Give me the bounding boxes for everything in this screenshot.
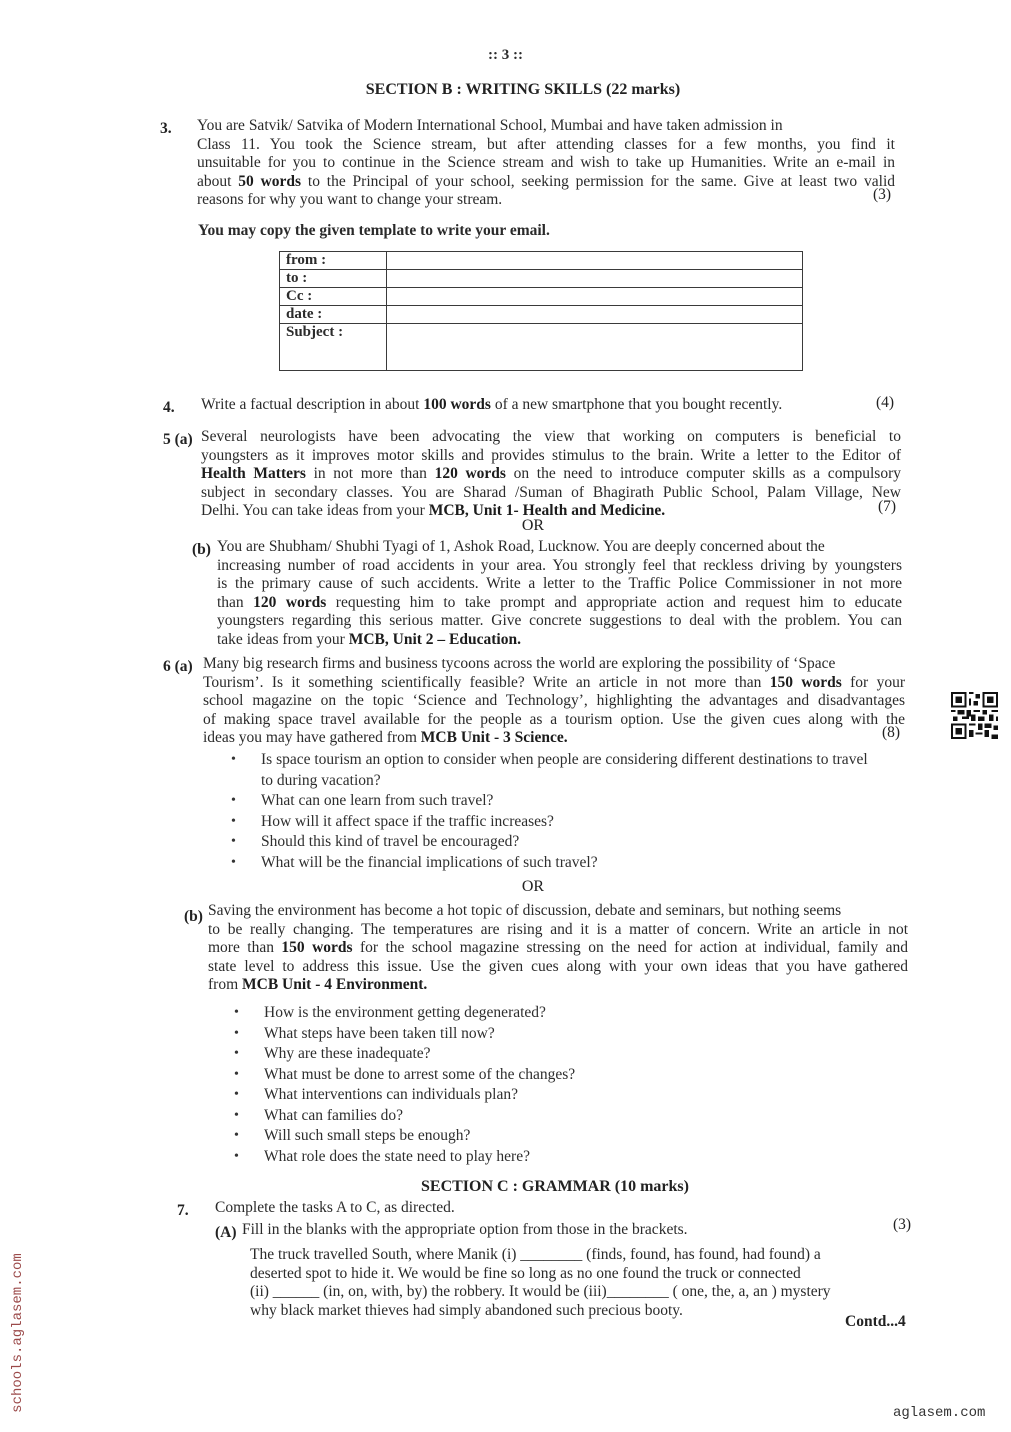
q4-marks: (4) (876, 394, 895, 411)
question-6b-label: (b) (184, 908, 203, 925)
question-6a-text: Many big research firms and business tycoons across the world are exploring the possibility of ‘Space Tourism’. Is it something scientifically feasible? Write an article in not more than 150 words for your school magazine on the topic ‘Science and Technology’, highlighting the advantages and disadvantages of making space travel available for the people as a tourism option. Use the given cues along with the ideas you may have gathered from MCB Unit - 3 Science. (203, 655, 905, 747)
q3-line-5: reasons for why you want to change your stream. (197, 191, 503, 209)
email-template-note: You may copy the given template to write your email. (198, 222, 550, 239)
email-cc-field (387, 288, 803, 306)
question-5a-text: Several neurologists have been advocating the view that working on computers is beneficial to youngsters as it improves motor skills and provides stimulus to the brain. Write a letter to the Editor of Health Matters in not more than 120 words on the need to introduce computer skills as a compulsory subject in secondary classes. You are Sharad /Suman of Bhagirath Public School, Palam Village, New Delhi. You can take ideas from your MCB, Unit 1- Health and Medicine. (201, 428, 901, 520)
or-separator-q6: OR (521, 878, 545, 895)
bottom-watermark: aglasem.com (893, 1405, 986, 1421)
email-to-label: to : (280, 270, 387, 288)
q6a-cue: • What will be the financial implications of such travel? (231, 853, 881, 874)
q6b-cue: • What role does the state need to play here? (234, 1147, 834, 1168)
email-subject-label: Subject : (280, 324, 387, 371)
email-from-label: from : (280, 252, 387, 270)
email-cc-label: Cc : (280, 288, 387, 306)
q6b-cue: • What interventions can individuals plan? (234, 1085, 834, 1106)
section-b-title: SECTION B : WRITING SKILLS (22 marks) (365, 81, 681, 98)
q7a-marks: (3) (893, 1216, 912, 1233)
continued-label: Contd...4 (845, 1313, 906, 1330)
qr-code-icon (951, 692, 998, 739)
q3-line-2: Class 11. You took the Science stream, but after attending classes for a few months, you find it (197, 135, 895, 153)
question-5b-label: (b) (192, 541, 211, 558)
q6b-cue-list (234, 1003, 834, 1167)
question-3-text (197, 117, 895, 210)
question-4-number: 4. (163, 399, 175, 416)
q6b-cue: • Why are these inadequate? (234, 1044, 834, 1065)
section-c-title: SECTION C : GRAMMAR (10 marks) (421, 1178, 689, 1195)
page-number: :: 3 :: (488, 47, 523, 63)
q3-line-4: about 50 words to the Principal of your school, seeking permission for the same. Give at least two valid (197, 172, 895, 190)
question-3-number: 3. (160, 120, 172, 137)
question-4-text: Write a factual description in about 100 words of a new smartphone that you bought recently. (201, 396, 783, 413)
question-6a-number: 6 (a) (163, 658, 193, 675)
email-date-label: date : (280, 306, 387, 324)
question-7a-instruction: Fill in the blanks with the appropriate option from those in the brackets. (242, 1221, 688, 1238)
email-to-field (387, 270, 803, 288)
q6b-cue: • What must be done to arrest some of the changes? (234, 1065, 834, 1086)
or-separator-q5: OR (521, 517, 545, 534)
q3-line-1: You are Satvik/ Satvika of Modern International School, Mumbai and have taken admission in (197, 117, 783, 134)
email-from-field (387, 252, 803, 270)
q3-marks: (3) (873, 186, 892, 203)
question-5a-number: 5 (a) (163, 431, 193, 448)
email-date-field (387, 306, 803, 324)
question-7-instruction: Complete the tasks A to C, as directed. (215, 1199, 455, 1216)
q6b-cue: • Will such small steps be enough? (234, 1126, 834, 1147)
question-7a-label: (A) (215, 1224, 237, 1241)
question-5b-text: You are Shubham/ Shubhi Tyagi of 1, Ashok Road, Lucknow. You are deeply concerned about the increasing number of road accidents in your area. You strongly feel that reckless driving by youngsters is the primary cause of such accidents. Write a letter to the Traffic Police Commissioner in not more than 120 words requesting him to take prompt and appropriate action and request him to educate youngsters regarding this serious matter. Give concrete suggestions to deal with the problem. You can take ideas from your MCB, Unit 2 – Education. (217, 538, 902, 648)
email-template-table (279, 251, 803, 371)
q3-line-3: unsuitable for you to continue in the Science stream and wish to take up Humanities. Write an e-mail in (197, 154, 895, 172)
email-subject-field (387, 324, 803, 371)
question-7a-passage: The truck travelled South, where Manik (i) ________ (finds, found, has found, had found) a deserted spot to hide it. We would be fine so long as no one found the truck or connected (ii) ______ (in, on, with, by) the robbery. It would be (iii)________ ( one, the, a, an ) mystery why black market thieves had simply abandoned such precious booty. (250, 1246, 831, 1319)
q6a-cue: • Should this kind of travel be encouraged? (231, 832, 881, 853)
q6b-cue: • What can families do? (234, 1106, 834, 1127)
question-6b-text: Saving the environment has become a hot topic of discussion, debate and seminars, but nothing seems to be really changing. The temperatures are rising and it is a matter of concern. Write an article in not more than 150 words for the school magazine stressing on the need for action at individual, family and state level to address this issue. Use the given cues along with your own ideas that you have gathered from MCB Unit - 4 Environment. (208, 902, 908, 994)
q6a-cue: • How will it affect space if the traffic increases? (231, 812, 881, 833)
q6a-cue: • What can one learn from such travel? (231, 791, 881, 812)
question-7-number: 7. (177, 1202, 189, 1219)
side-watermark: schools.aglasem.com (10, 1253, 26, 1413)
q6a-cue-list (231, 750, 881, 873)
q6b-cue: • How is the environment getting degenerated? (234, 1003, 834, 1024)
q6a-cue: • Is space tourism an option to consider when people are considering different destinations to travel to during vacation? (231, 750, 881, 791)
q6b-cue: • What steps have been taken till now? (234, 1024, 834, 1045)
q6a-marks: (8) (882, 724, 901, 741)
q5a-marks: (7) (878, 498, 897, 515)
